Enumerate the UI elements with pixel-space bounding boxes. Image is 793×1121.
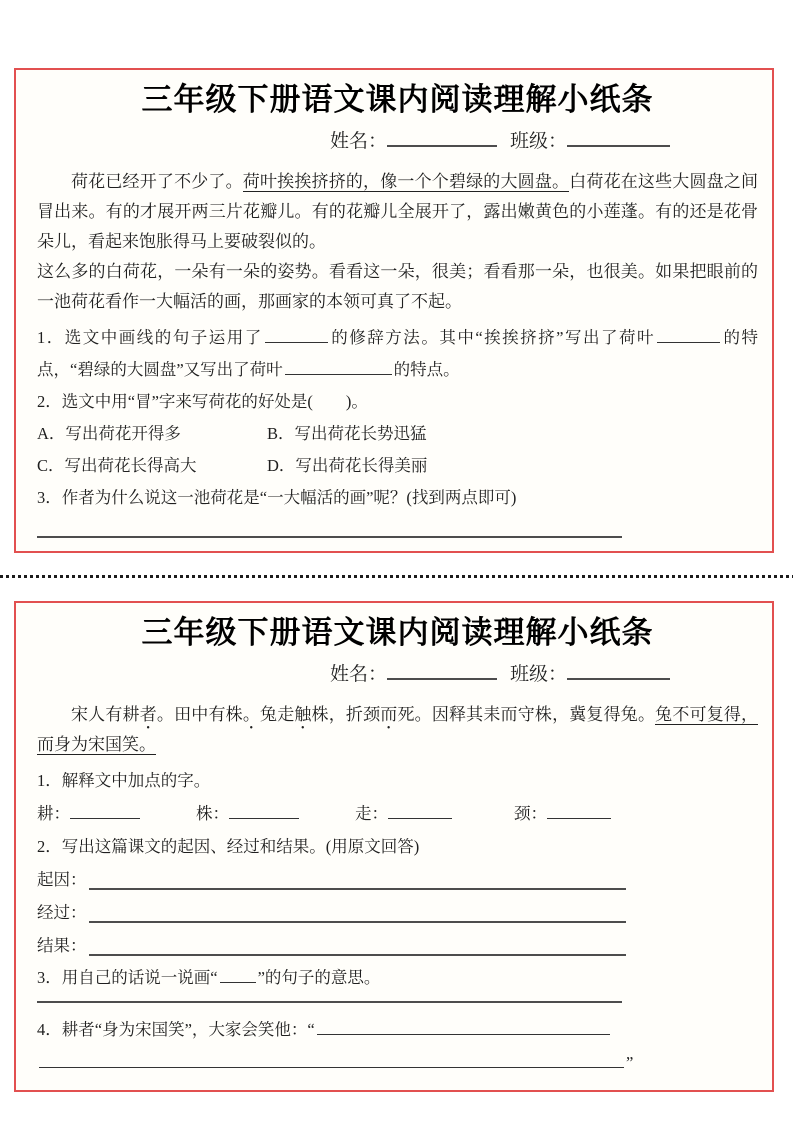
dotted-char-zou: 走 — [277, 705, 295, 724]
question-text: 的特点， — [37, 328, 759, 379]
question-text: 3．用自己的话说一说画“ — [37, 968, 218, 987]
name-label: 姓名： — [330, 131, 388, 152]
term-label: 株： — [196, 804, 229, 823]
dotted-char-zhu: 株 — [225, 705, 243, 724]
closing-quote: ” — [626, 1053, 634, 1072]
sheet1-question-2: 2．选文中用“冒”字来写荷花的好处是( )。 — [37, 392, 368, 411]
fill-blank — [547, 804, 611, 819]
answer-line — [37, 1001, 622, 1003]
sheet1-name-row — [330, 128, 758, 155]
answer-line — [37, 536, 622, 538]
term-label: 颈： — [514, 804, 547, 823]
sheet2-passage — [37, 700, 758, 760]
name-label: 姓名： — [330, 664, 388, 685]
passage-text: 者。田中有 — [139, 705, 226, 724]
class-label: 班级： — [510, 664, 568, 685]
sheet1-title: 三年级下册语文课内阅读理解小纸条 — [141, 82, 654, 117]
option-c: C．写出荷花长得高大 — [37, 456, 197, 475]
sheet1-question-1 — [37, 322, 758, 386]
sheet2-name-row — [330, 661, 758, 688]
sheet2-question-4-continuation — [37, 1046, 758, 1079]
answer-line — [39, 1053, 624, 1068]
name-blank — [387, 662, 497, 680]
dotted-cut-divider — [0, 575, 793, 578]
term-zou — [355, 797, 514, 831]
term-label: 走： — [355, 804, 388, 823]
fill-blank — [285, 360, 392, 375]
passage-text: 。兔 — [242, 705, 278, 724]
sheet1-passage-paragraph-1 — [37, 167, 758, 257]
passage-text: 触株，折 — [294, 705, 364, 724]
question-text: 4．耕者“身为宋国笑”，大家会笑他：“ — [37, 1020, 315, 1039]
option-b: B．写出荷花长势迅猛 — [267, 424, 427, 443]
answer-line — [89, 929, 626, 956]
sheet2-title: 三年级下册语文课内阅读理解小纸条 — [141, 615, 654, 650]
term-jing — [514, 797, 611, 831]
dotted-char-geng: 耕 — [122, 705, 140, 724]
passage-text: 荷花已经开了不少了。 — [71, 172, 243, 191]
question-text: 的特点。 — [393, 360, 460, 379]
sheet1-passage-paragraph-2: 这么多的白荷花，一朵有一朵的姿势。看看这一朵，很美；看看那一朵，也很美。如果把眼前的一池荷花看作一大幅活的画，那画家的本领可真了不起。 — [37, 262, 758, 311]
passage-text: 而死。因释其耒而守株，冀复得兔。 — [380, 705, 656, 724]
underlined-sentence: 兔不可复得，而身为宋国笑。 — [37, 705, 759, 754]
passage-text: 宋人有 — [71, 705, 123, 724]
term-label: 耕： — [37, 804, 70, 823]
sheet1-question-3: 3．作者为什么说这一池荷花是“一大幅活的画”呢？(找到两点即可) — [37, 488, 517, 507]
sheet2-question-3 — [37, 962, 758, 994]
answer-line — [89, 896, 626, 923]
question-text: 的修辞方法。其中“挨挨挤挤”写出了荷叶 — [329, 328, 655, 347]
class-label: 班级： — [510, 131, 568, 152]
cause-label: 起因： — [37, 870, 87, 889]
question-text: “碧绿的大圆盘”又写出了荷叶 — [70, 360, 283, 379]
term-geng — [37, 797, 196, 831]
fill-blank — [70, 804, 140, 819]
question-text: ”的句子的意思。 — [257, 968, 381, 987]
fill-blank — [388, 804, 452, 819]
result-label: 结果： — [37, 936, 87, 955]
passage-text: 白荷花在这些大圆盘之间冒出来。有的才展开两三片花瓣儿。有的花瓣儿全展开了，露出嫩黄色的小莲蓬。有的还是花骨朵儿，看起来饱胀得马上要破裂似的。 — [37, 172, 759, 251]
option-a: A．写出荷花开得多 — [37, 424, 181, 443]
worksheet-1 — [14, 68, 774, 553]
fill-blank — [229, 804, 299, 819]
class-blank — [567, 129, 670, 147]
sheet2-question-2: 2．写出这篇课文的起因、经过和结果。(用原文回答) — [37, 837, 420, 856]
worksheet-2 — [14, 601, 774, 1092]
name-blank — [387, 129, 497, 147]
underlined-sentence: 荷叶挨挨挤挤的，像一个个碧绿的大圆盘。 — [242, 172, 570, 191]
question-text: 1．选文中画线的句子运用了 — [37, 328, 263, 347]
fill-blank — [265, 328, 328, 343]
sheet1-options-row-1 — [37, 418, 758, 450]
result-row — [37, 929, 758, 962]
class-blank — [567, 662, 670, 680]
option-d: D．写出荷花长得美丽 — [267, 456, 428, 475]
sheet1-options-row-2 — [37, 450, 758, 482]
cause-row — [37, 863, 758, 896]
sheet2-question-1: 1．解释文中加点的字。 — [37, 771, 211, 790]
fill-blank — [317, 1020, 610, 1035]
dotted-char-jing: 颈 — [363, 705, 381, 724]
term-zhu — [196, 797, 355, 831]
sheet2-question-4 — [37, 1014, 758, 1046]
process-row — [37, 896, 758, 929]
fill-blank — [657, 328, 720, 343]
sheet2-terms-row — [37, 797, 758, 831]
answer-line — [89, 863, 626, 890]
process-label: 经过： — [37, 903, 87, 922]
fill-blank — [220, 968, 256, 983]
